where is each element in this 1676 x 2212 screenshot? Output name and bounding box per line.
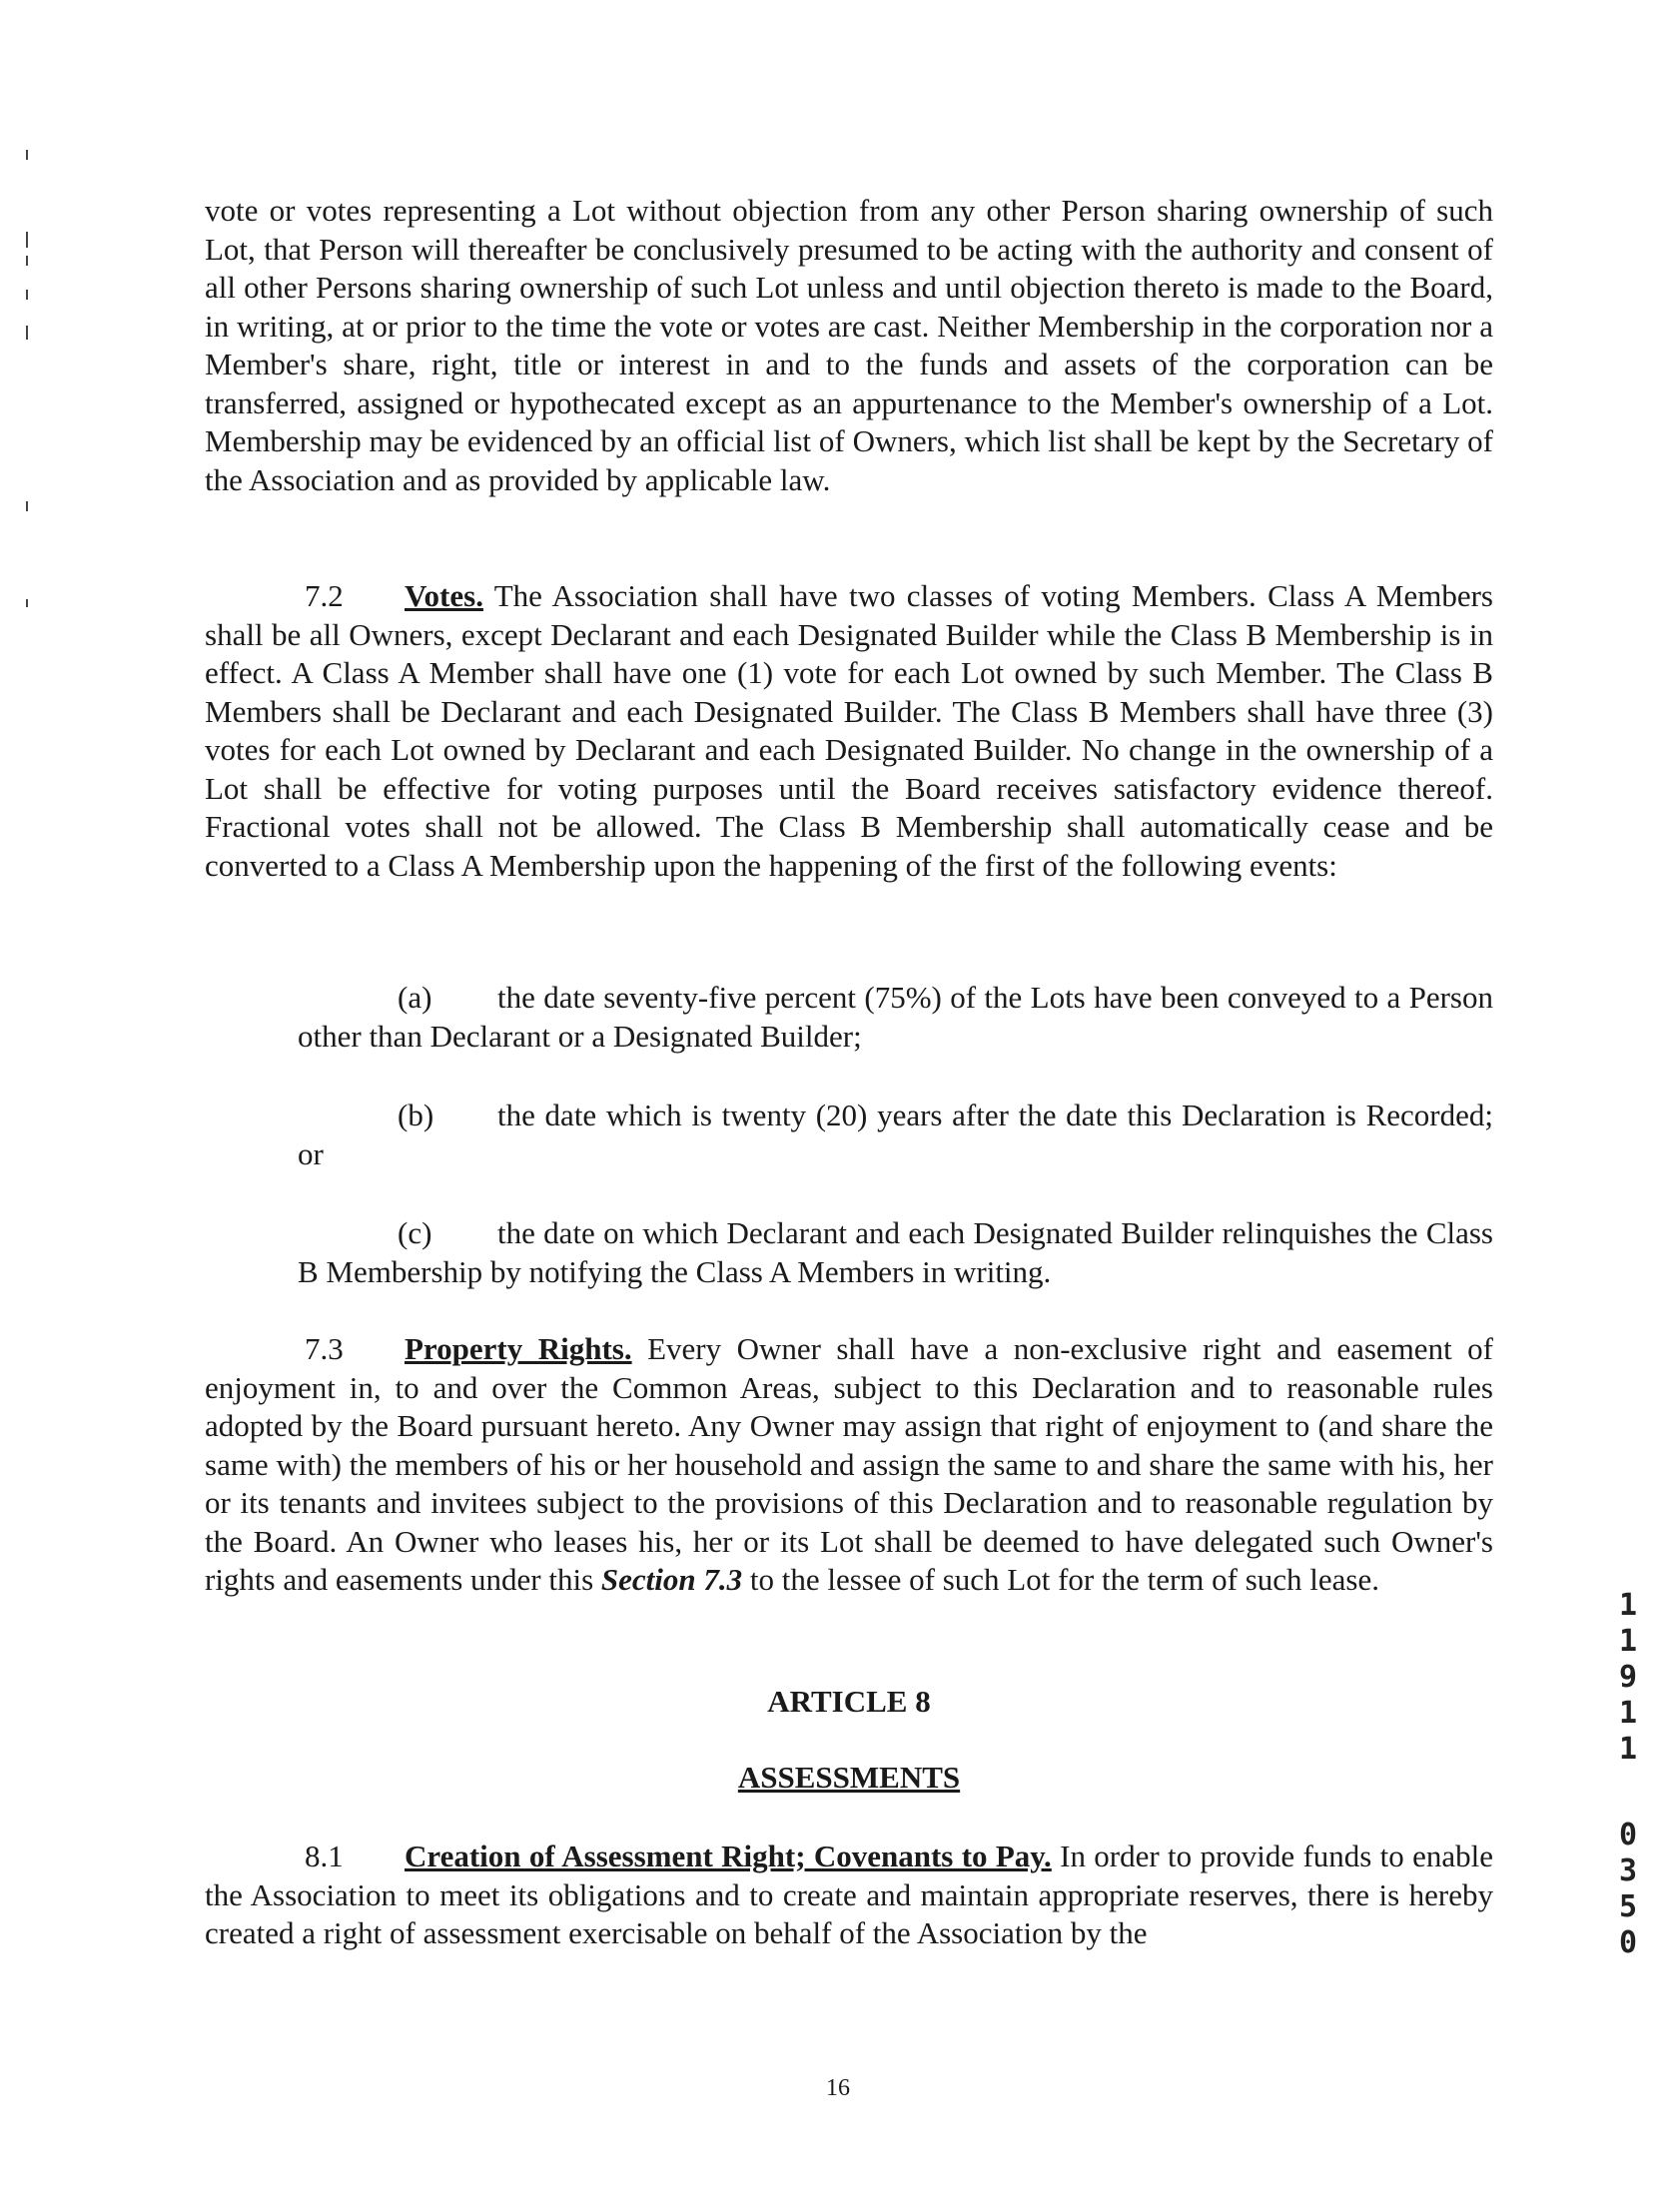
section-7-2 [205,577,1493,885]
article-heading: ARTICLE 8 [767,1684,931,1719]
stamp-digit: 1 [1618,1624,1638,1659]
stamp-digit: 1 [1618,1732,1638,1767]
section-heading: Property Rights. [405,1331,632,1366]
section-text: In order to provide funds to enable the Association to meet its obligations and to create and maintain appropriate reserves, there is hereby created a right of assessment exercisable on behalf of the Association by the [205,1839,1493,1950]
section-reference: Section 7.3 [600,1562,743,1597]
section-heading: Votes. [405,578,483,613]
section-number: 8.1 [305,1839,344,1873]
stamp-digit: 5 [1618,1889,1638,1924]
stamp-digit: 1 [1618,1696,1638,1731]
list-label: (b) [398,1098,434,1132]
section-heading: Creation of Assessment Right; Covenants to Pay. [405,1839,1052,1873]
section-number: 7.2 [305,578,344,613]
list-text: the date on which Declarant and each Designated Builder relinquishes the Class B Membership by notifying the Class A Members in writing. [298,1215,1493,1289]
list-label: (c) [398,1215,432,1250]
section-8-1 [205,1838,1493,1953]
section-text-end: to the lessee of such Lot for the term of such lease. [749,1562,1380,1597]
list-text: the date which is twenty (20) years after the date this Declaration is Recorded; or [298,1098,1493,1171]
stamp-digit: 9 [1618,1660,1638,1695]
recording-stamp [1608,1588,1648,1961]
list-item [298,1214,1493,1291]
section-number: 7.3 [305,1331,344,1366]
section-text: The Association shall have two classes of voting Members. Class A Members shall be all Owners, except Declarant and each Designated Builder while the Class B Membership is in effect. A Class A Member shall have one (1) vote for each Lot owned by such Member. The Class B Members shall be Declarant and each Designated Builder. The Class B Members shall have three (3) votes for each Lot owned by Declarant and each Designated Builder. No change in the ownership of a Lot shall be effective for voting purposes until the Board receives satisfactory evidence thereof. Fractional votes shall not be allowed. The Class B Membership shall automatically cease and be converted to a Class A Membership upon the happening of the first of the following events: [205,578,1493,883]
section-text: Every Owner shall have a non-exclusive right and easement of enjoyment in, to and over the Common Areas, subject to this Declaration and to reasonable rules adopted by the Board pursuant hereto. Any Owner may assign that right of enjoyment to (and share the same with) the members of his or her household and assign the same to and share the same with his, her or its tenants and invitees subject to the provisions of this Declaration and to reasonable regulation by the Board. An Owner who leases his, her or its Lot shall be deemed to have delegated such Owner's rights and easements under this [205,1331,1493,1597]
stamp-digit: 0 [1618,1818,1638,1852]
article-title: ASSESSMENTS [737,1760,961,1795]
list-item [298,1097,1493,1173]
stamp-digit: 0 [1618,1925,1638,1960]
list-label: (a) [398,980,432,1015]
page-number: 16 [826,2075,850,2101]
list-item [298,979,1493,1056]
list-text: the date seventy-five percent (75%) of the Lots have been conveyed to a Person other than Declarant or a Designated Builder; [298,980,1493,1054]
section-7-3 [205,1330,1493,1600]
stamp-digit: 3 [1618,1853,1638,1888]
stamp-digit: 1 [1618,1588,1638,1623]
paragraph-continuation: vote or votes representing a Lot without objection from any other Person sharing ownership of such Lot, that Person will thereafter be conclusively presumed to be acting with the authority and consent of all other Persons sharing ownership of such Lot unless and until objection thereto is made to the Board, in writing, at or prior to the time the vote or votes are cast. Neither Membership in the corporation nor a Member's share, right, title or interest in and to the funds and assets of the corporation can be transferred, assigned or hypothecated except as an appurtenance to the Member's ownership of a Lot. Membership may be evidenced by an official list of Owners, which list shall be kept by the Secretary of the Association and as provided by applicable law. [205,193,1493,497]
